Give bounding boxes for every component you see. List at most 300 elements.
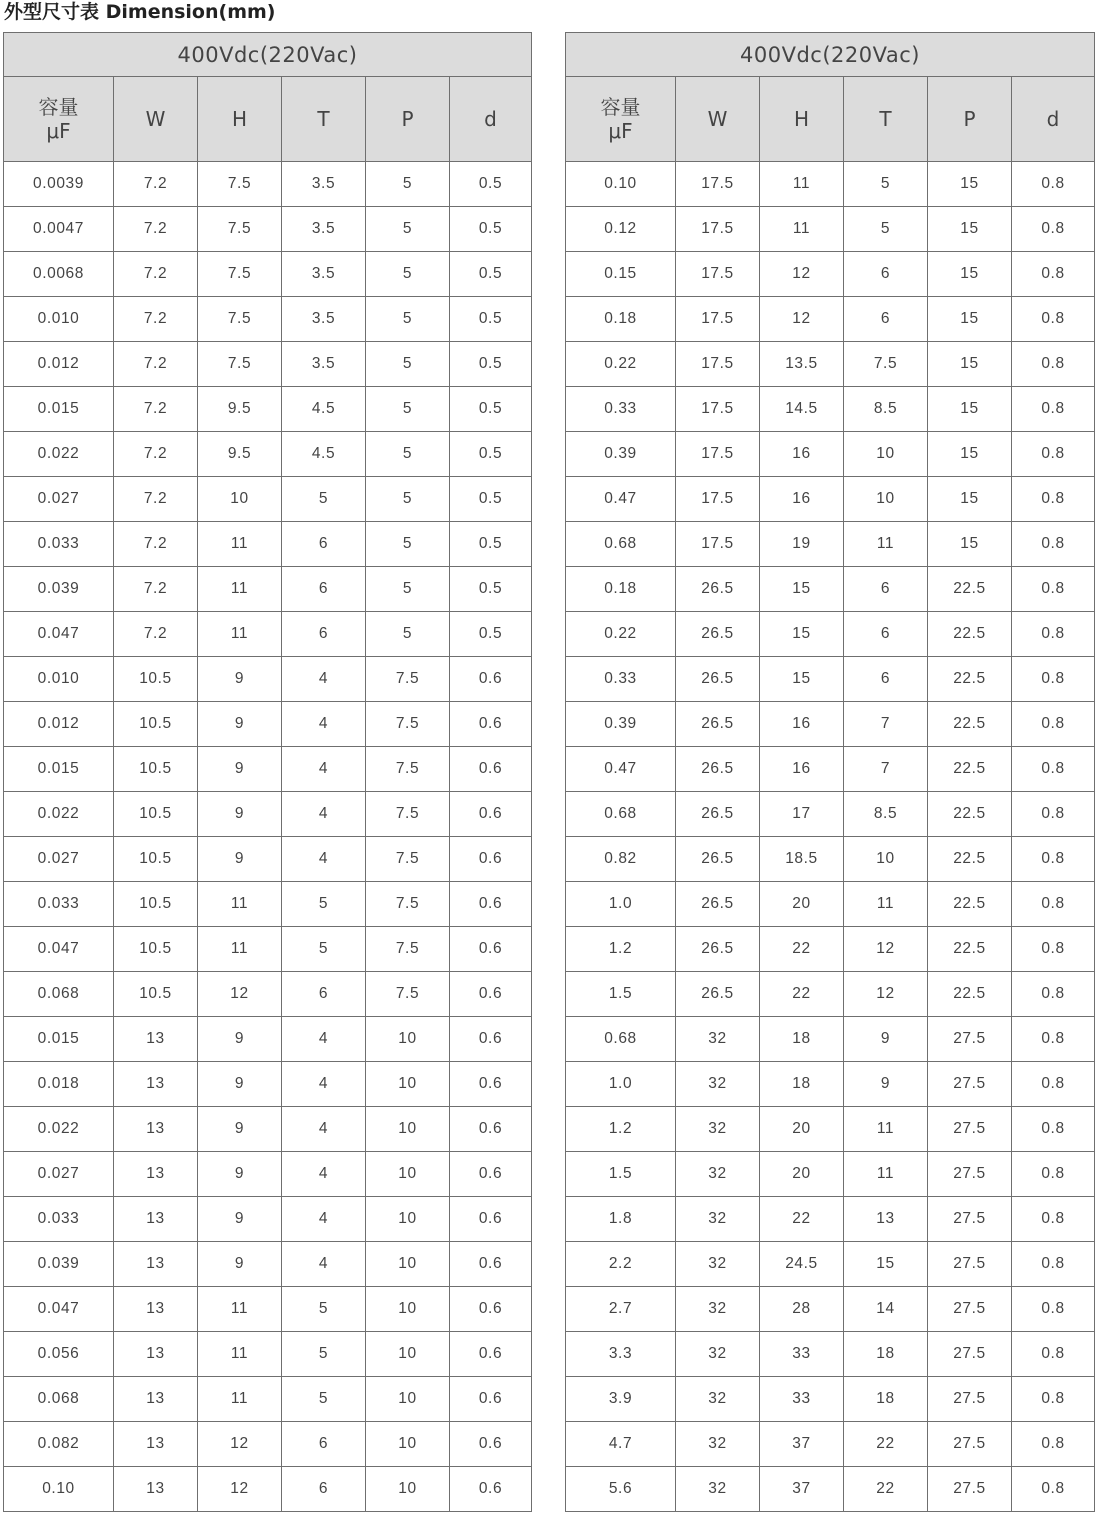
capacitance-cell: 1.2 bbox=[566, 1107, 676, 1152]
pitch-cell: 10 bbox=[366, 1107, 450, 1152]
table-row bbox=[4, 1197, 532, 1242]
table-row bbox=[4, 387, 532, 432]
pitch-cell: 7.5 bbox=[366, 657, 450, 702]
width-cell: 32 bbox=[676, 1062, 760, 1107]
table-row bbox=[4, 702, 532, 747]
height-cell: 11 bbox=[198, 522, 282, 567]
height-cell: 33 bbox=[760, 1332, 844, 1377]
table-row bbox=[566, 522, 1095, 567]
height-cell: 11 bbox=[198, 1287, 282, 1332]
height-header: H bbox=[198, 77, 282, 162]
pitch-cell: 7.5 bbox=[366, 882, 450, 927]
lead-diameter-cell: 0.6 bbox=[450, 837, 532, 882]
pitch-cell: 27.5 bbox=[928, 1332, 1012, 1377]
capacitance-cell: 0.033 bbox=[4, 882, 114, 927]
table-row bbox=[4, 972, 532, 1017]
table-row bbox=[566, 342, 1095, 387]
pitch-cell: 27.5 bbox=[928, 1017, 1012, 1062]
width-cell: 32 bbox=[676, 1197, 760, 1242]
height-cell: 18.5 bbox=[760, 837, 844, 882]
height-cell: 18 bbox=[760, 1017, 844, 1062]
table-row bbox=[4, 1152, 532, 1197]
width-cell: 7.2 bbox=[114, 342, 198, 387]
width-cell: 32 bbox=[676, 1107, 760, 1152]
pitch-cell: 5 bbox=[366, 162, 450, 207]
table-row bbox=[4, 837, 532, 882]
table-row bbox=[4, 342, 532, 387]
lead-diameter-cell: 0.6 bbox=[450, 972, 532, 1017]
table-row bbox=[566, 207, 1095, 252]
lead-diameter-cell: 0.8 bbox=[1012, 477, 1095, 522]
pitch-cell: 15 bbox=[928, 162, 1012, 207]
pitch-cell: 27.5 bbox=[928, 1152, 1012, 1197]
thickness-cell: 7.5 bbox=[844, 342, 928, 387]
table-row bbox=[566, 297, 1095, 342]
pitch-cell: 15 bbox=[928, 342, 1012, 387]
height-cell: 11 bbox=[760, 207, 844, 252]
thickness-cell: 8.5 bbox=[844, 792, 928, 837]
pitch-cell: 10 bbox=[366, 1197, 450, 1242]
height-cell: 9.5 bbox=[198, 387, 282, 432]
table-row bbox=[4, 1332, 532, 1377]
width-header: W bbox=[676, 77, 760, 162]
table-row bbox=[566, 162, 1095, 207]
thickness-cell: 9 bbox=[844, 1017, 928, 1062]
height-cell: 16 bbox=[760, 432, 844, 477]
height-cell: 9 bbox=[198, 747, 282, 792]
lead-diameter-cell: 0.8 bbox=[1012, 1242, 1095, 1287]
pitch-cell: 27.5 bbox=[928, 1422, 1012, 1467]
pitch-cell: 10 bbox=[366, 1017, 450, 1062]
height-cell: 7.5 bbox=[198, 297, 282, 342]
capacitance-cell: 0.82 bbox=[566, 837, 676, 882]
lead-diameter-cell: 0.8 bbox=[1012, 1377, 1095, 1422]
width-cell: 32 bbox=[676, 1467, 760, 1512]
capacitance-cell: 0.18 bbox=[566, 567, 676, 612]
table-row bbox=[4, 612, 532, 657]
capacitance-cell: 0.047 bbox=[4, 1287, 114, 1332]
width-cell: 17.5 bbox=[676, 432, 760, 477]
width-cell: 26.5 bbox=[676, 837, 760, 882]
pitch-cell: 7.5 bbox=[366, 747, 450, 792]
thickness-cell: 11 bbox=[844, 522, 928, 567]
width-cell: 32 bbox=[676, 1287, 760, 1332]
thickness-cell: 5 bbox=[282, 1287, 366, 1332]
lead-diameter-cell: 0.8 bbox=[1012, 1062, 1095, 1107]
lead-diameter-cell: 0.6 bbox=[450, 1377, 532, 1422]
capacitance-cell: 0.33 bbox=[566, 657, 676, 702]
thickness-cell: 5 bbox=[844, 162, 928, 207]
table-row bbox=[4, 882, 532, 927]
lead-diameter-cell: 0.6 bbox=[450, 657, 532, 702]
voltage-header: 400Vdc(220Vac) bbox=[566, 33, 1095, 77]
table-row bbox=[566, 1197, 1095, 1242]
pitch-cell: 7.5 bbox=[366, 927, 450, 972]
pitch-cell: 5 bbox=[366, 567, 450, 612]
width-cell: 10.5 bbox=[114, 882, 198, 927]
thickness-cell: 4 bbox=[282, 1152, 366, 1197]
pitch-cell: 5 bbox=[366, 207, 450, 252]
lead-diameter-cell: 0.8 bbox=[1012, 162, 1095, 207]
width-cell: 32 bbox=[676, 1017, 760, 1062]
width-cell: 26.5 bbox=[676, 927, 760, 972]
height-cell: 11 bbox=[198, 612, 282, 657]
pitch-cell: 27.5 bbox=[928, 1242, 1012, 1287]
width-cell: 26.5 bbox=[676, 792, 760, 837]
thickness-cell: 4 bbox=[282, 1107, 366, 1152]
thickness-cell: 4 bbox=[282, 747, 366, 792]
lead-diameter-cell: 0.8 bbox=[1012, 972, 1095, 1017]
pitch-cell: 22.5 bbox=[928, 927, 1012, 972]
lead-diameter-cell: 0.8 bbox=[1012, 927, 1095, 972]
table-row bbox=[566, 747, 1095, 792]
thickness-cell: 10 bbox=[844, 477, 928, 522]
height-cell: 17 bbox=[760, 792, 844, 837]
thickness-cell: 4.5 bbox=[282, 387, 366, 432]
capacitance-cell: 0.0039 bbox=[4, 162, 114, 207]
capacitance-cell: 0.027 bbox=[4, 837, 114, 882]
lead-diameter-cell: 0.6 bbox=[450, 792, 532, 837]
thickness-cell: 5 bbox=[282, 1332, 366, 1377]
height-cell: 9 bbox=[198, 657, 282, 702]
width-cell: 17.5 bbox=[676, 477, 760, 522]
height-cell: 11 bbox=[760, 162, 844, 207]
thickness-cell: 6 bbox=[844, 297, 928, 342]
pitch-cell: 10 bbox=[366, 1467, 450, 1512]
thickness-cell: 9 bbox=[844, 1062, 928, 1107]
pitch-header: P bbox=[366, 77, 450, 162]
lead-diameter-cell: 0.8 bbox=[1012, 1152, 1095, 1197]
width-header: W bbox=[114, 77, 198, 162]
height-cell: 20 bbox=[760, 882, 844, 927]
pitch-cell: 10 bbox=[366, 1422, 450, 1467]
height-cell: 20 bbox=[760, 1107, 844, 1152]
thickness-cell: 10 bbox=[844, 432, 928, 477]
width-cell: 26.5 bbox=[676, 972, 760, 1017]
thickness-cell: 6 bbox=[282, 1467, 366, 1512]
width-cell: 32 bbox=[676, 1242, 760, 1287]
thickness-cell: 6 bbox=[844, 657, 928, 702]
height-cell: 12 bbox=[760, 252, 844, 297]
thickness-cell: 4 bbox=[282, 657, 366, 702]
thickness-cell: 3.5 bbox=[282, 207, 366, 252]
thickness-cell: 12 bbox=[844, 927, 928, 972]
lead-diameter-cell: 0.8 bbox=[1012, 522, 1095, 567]
thickness-cell: 12 bbox=[844, 972, 928, 1017]
height-cell: 9 bbox=[198, 837, 282, 882]
width-cell: 17.5 bbox=[676, 207, 760, 252]
height-cell: 37 bbox=[760, 1467, 844, 1512]
lead-diameter-cell: 0.8 bbox=[1012, 702, 1095, 747]
height-cell: 16 bbox=[760, 702, 844, 747]
capacitance-cell: 0.027 bbox=[4, 1152, 114, 1197]
dimension-table-right bbox=[565, 32, 1095, 1512]
table-row bbox=[566, 387, 1095, 432]
lead-diameter-cell: 0.8 bbox=[1012, 612, 1095, 657]
table-row bbox=[566, 252, 1095, 297]
lead-diameter-cell: 0.5 bbox=[450, 252, 532, 297]
thickness-cell: 6 bbox=[282, 522, 366, 567]
lead-diameter-cell: 0.5 bbox=[450, 522, 532, 567]
table-row bbox=[566, 1152, 1095, 1197]
capacitance-label: 容量 bbox=[38, 95, 79, 119]
width-cell: 26.5 bbox=[676, 702, 760, 747]
height-cell: 22 bbox=[760, 972, 844, 1017]
capacitance-cell: 1.0 bbox=[566, 882, 676, 927]
table-row bbox=[4, 162, 532, 207]
lead-diameter-cell: 0.8 bbox=[1012, 297, 1095, 342]
lead-diameter-cell: 0.8 bbox=[1012, 567, 1095, 612]
lead-diameter-cell: 0.8 bbox=[1012, 837, 1095, 882]
thickness-header: T bbox=[282, 77, 366, 162]
height-cell: 18 bbox=[760, 1062, 844, 1107]
capacitance-cell: 0.12 bbox=[566, 207, 676, 252]
lead-diameter-cell: 0.6 bbox=[450, 1197, 532, 1242]
width-cell: 32 bbox=[676, 1377, 760, 1422]
height-cell: 16 bbox=[760, 477, 844, 522]
table-row bbox=[566, 927, 1095, 972]
lead-diameter-cell: 0.8 bbox=[1012, 207, 1095, 252]
lead-diameter-cell: 0.8 bbox=[1012, 252, 1095, 297]
width-cell: 17.5 bbox=[676, 252, 760, 297]
table-row bbox=[4, 522, 532, 567]
pitch-cell: 10 bbox=[366, 1152, 450, 1197]
table-row bbox=[566, 1332, 1095, 1377]
height-cell: 12 bbox=[198, 1467, 282, 1512]
height-cell: 22 bbox=[760, 1197, 844, 1242]
thickness-cell: 22 bbox=[844, 1467, 928, 1512]
table-row bbox=[566, 1422, 1095, 1467]
lead-diameter-cell: 0.8 bbox=[1012, 882, 1095, 927]
capacitance-cell: 0.022 bbox=[4, 792, 114, 837]
table-row bbox=[566, 1017, 1095, 1062]
table-row bbox=[4, 1107, 532, 1152]
width-cell: 13 bbox=[114, 1017, 198, 1062]
lead-diameter-cell: 0.6 bbox=[450, 1152, 532, 1197]
width-cell: 17.5 bbox=[676, 162, 760, 207]
height-cell: 7.5 bbox=[198, 342, 282, 387]
pitch-cell: 10 bbox=[366, 1332, 450, 1377]
thickness-cell: 3.5 bbox=[282, 162, 366, 207]
pitch-cell: 15 bbox=[928, 432, 1012, 477]
table-row bbox=[4, 1377, 532, 1422]
thickness-cell: 3.5 bbox=[282, 252, 366, 297]
lead-diameter-cell: 0.8 bbox=[1012, 1467, 1095, 1512]
capacitance-cell: 0.039 bbox=[4, 567, 114, 612]
table-row bbox=[4, 567, 532, 612]
table-row bbox=[4, 747, 532, 792]
capacitance-label: 容量 bbox=[600, 95, 641, 119]
width-cell: 26.5 bbox=[676, 612, 760, 657]
width-cell: 26.5 bbox=[676, 567, 760, 612]
lead-diameter-cell: 0.8 bbox=[1012, 747, 1095, 792]
lead-diameter-cell: 0.6 bbox=[450, 1332, 532, 1377]
height-cell: 9 bbox=[198, 702, 282, 747]
lead-diameter-cell: 0.6 bbox=[450, 1107, 532, 1152]
table-row bbox=[4, 432, 532, 477]
capacitance-cell: 0.39 bbox=[566, 432, 676, 477]
table-row bbox=[4, 927, 532, 972]
lead-diameter-cell: 0.8 bbox=[1012, 1287, 1095, 1332]
pitch-cell: 27.5 bbox=[928, 1197, 1012, 1242]
pitch-cell: 5 bbox=[366, 252, 450, 297]
lead-diameter-cell: 0.5 bbox=[450, 207, 532, 252]
table-row bbox=[566, 432, 1095, 477]
table-row bbox=[4, 657, 532, 702]
table-row bbox=[4, 1062, 532, 1107]
table-row bbox=[4, 1422, 532, 1467]
thickness-cell: 4 bbox=[282, 792, 366, 837]
height-cell: 9 bbox=[198, 1062, 282, 1107]
height-cell: 14.5 bbox=[760, 387, 844, 432]
lead-diameter-cell: 0.6 bbox=[450, 882, 532, 927]
table-row bbox=[4, 477, 532, 522]
table-row bbox=[566, 837, 1095, 882]
thickness-cell: 11 bbox=[844, 1152, 928, 1197]
capacitance-cell: 1.8 bbox=[566, 1197, 676, 1242]
capacitance-cell: 0.012 bbox=[4, 702, 114, 747]
capacitance-cell: 0.022 bbox=[4, 1107, 114, 1152]
lead-diameter-cell: 0.8 bbox=[1012, 1332, 1095, 1377]
capacitance-cell: 0.47 bbox=[566, 477, 676, 522]
pitch-cell: 15 bbox=[928, 252, 1012, 297]
pitch-cell: 22.5 bbox=[928, 972, 1012, 1017]
thickness-cell: 4 bbox=[282, 1062, 366, 1107]
lead-diameter-cell: 0.6 bbox=[450, 1422, 532, 1467]
height-cell: 9 bbox=[198, 792, 282, 837]
thickness-cell: 5 bbox=[282, 927, 366, 972]
table-row bbox=[566, 1107, 1095, 1152]
height-cell: 9 bbox=[198, 1017, 282, 1062]
table-row bbox=[566, 972, 1095, 1017]
thickness-cell: 8.5 bbox=[844, 387, 928, 432]
thickness-cell: 5 bbox=[282, 882, 366, 927]
capacitance-cell: 0.010 bbox=[4, 657, 114, 702]
lead-diameter-cell: 0.8 bbox=[1012, 1197, 1095, 1242]
capacitance-cell: 0.68 bbox=[566, 522, 676, 567]
thickness-cell: 4 bbox=[282, 1242, 366, 1287]
width-cell: 10.5 bbox=[114, 972, 198, 1017]
height-cell: 11 bbox=[198, 882, 282, 927]
lead-diameter-cell: 0.6 bbox=[450, 1467, 532, 1512]
width-cell: 13 bbox=[114, 1377, 198, 1422]
table-row bbox=[4, 252, 532, 297]
height-cell: 15 bbox=[760, 612, 844, 657]
table-row bbox=[4, 1287, 532, 1332]
capacitance-cell: 0.15 bbox=[566, 252, 676, 297]
lead-diameter-cell: 0.6 bbox=[450, 1287, 532, 1332]
height-cell: 9.5 bbox=[198, 432, 282, 477]
width-cell: 10.5 bbox=[114, 657, 198, 702]
width-cell: 26.5 bbox=[676, 657, 760, 702]
lead-diameter-cell: 0.6 bbox=[450, 1017, 532, 1062]
capacitance-header bbox=[4, 77, 114, 162]
capacitance-cell: 0.10 bbox=[4, 1467, 114, 1512]
thickness-cell: 3.5 bbox=[282, 342, 366, 387]
pitch-cell: 15 bbox=[928, 297, 1012, 342]
width-cell: 13 bbox=[114, 1107, 198, 1152]
pitch-cell: 10 bbox=[366, 1242, 450, 1287]
width-cell: 7.2 bbox=[114, 207, 198, 252]
pitch-cell: 22.5 bbox=[928, 702, 1012, 747]
table-row bbox=[566, 657, 1095, 702]
capacitance-cell: 0.22 bbox=[566, 342, 676, 387]
thickness-cell: 7 bbox=[844, 702, 928, 747]
lead-diameter-header: d bbox=[1012, 77, 1095, 162]
table-row bbox=[4, 297, 532, 342]
height-cell: 15 bbox=[760, 657, 844, 702]
height-cell: 11 bbox=[198, 1377, 282, 1422]
pitch-cell: 15 bbox=[928, 477, 1012, 522]
capacitance-cell: 0.0068 bbox=[4, 252, 114, 297]
pitch-cell: 22.5 bbox=[928, 747, 1012, 792]
thickness-cell: 6 bbox=[282, 972, 366, 1017]
pitch-header: P bbox=[928, 77, 1012, 162]
lead-diameter-cell: 0.6 bbox=[450, 927, 532, 972]
capacitance-unit: μF bbox=[608, 119, 633, 143]
height-cell: 12 bbox=[198, 972, 282, 1017]
capacitance-cell: 0.056 bbox=[4, 1332, 114, 1377]
lead-diameter-cell: 0.6 bbox=[450, 747, 532, 792]
capacitance-cell: 0.10 bbox=[566, 162, 676, 207]
thickness-cell: 5 bbox=[844, 207, 928, 252]
lead-diameter-header: d bbox=[450, 77, 532, 162]
table-row bbox=[566, 882, 1095, 927]
width-cell: 10.5 bbox=[114, 747, 198, 792]
lead-diameter-cell: 0.5 bbox=[450, 342, 532, 387]
capacitance-cell: 0.015 bbox=[4, 1017, 114, 1062]
width-cell: 13 bbox=[114, 1062, 198, 1107]
capacitance-cell: 1.0 bbox=[566, 1062, 676, 1107]
width-cell: 7.2 bbox=[114, 162, 198, 207]
lead-diameter-cell: 0.8 bbox=[1012, 387, 1095, 432]
width-cell: 13 bbox=[114, 1242, 198, 1287]
height-cell: 7.5 bbox=[198, 207, 282, 252]
height-cell: 19 bbox=[760, 522, 844, 567]
width-cell: 7.2 bbox=[114, 432, 198, 477]
capacitance-cell: 1.2 bbox=[566, 927, 676, 972]
pitch-cell: 15 bbox=[928, 387, 1012, 432]
capacitance-cell: 3.3 bbox=[566, 1332, 676, 1377]
height-cell: 10 bbox=[198, 477, 282, 522]
width-cell: 10.5 bbox=[114, 702, 198, 747]
pitch-cell: 7.5 bbox=[366, 972, 450, 1017]
width-cell: 17.5 bbox=[676, 297, 760, 342]
thickness-cell: 7 bbox=[844, 747, 928, 792]
pitch-cell: 15 bbox=[928, 207, 1012, 252]
capacitance-cell: 0.018 bbox=[4, 1062, 114, 1107]
capacitance-cell: 0.033 bbox=[4, 1197, 114, 1242]
thickness-cell: 6 bbox=[282, 1422, 366, 1467]
width-cell: 17.5 bbox=[676, 342, 760, 387]
capacitance-cell: 0.082 bbox=[4, 1422, 114, 1467]
lead-diameter-cell: 0.6 bbox=[450, 1242, 532, 1287]
thickness-cell: 4.5 bbox=[282, 432, 366, 477]
pitch-cell: 10 bbox=[366, 1377, 450, 1422]
width-cell: 7.2 bbox=[114, 297, 198, 342]
pitch-cell: 27.5 bbox=[928, 1467, 1012, 1512]
height-cell: 12 bbox=[198, 1422, 282, 1467]
lead-diameter-cell: 0.8 bbox=[1012, 432, 1095, 477]
thickness-cell: 18 bbox=[844, 1377, 928, 1422]
lead-diameter-cell: 0.8 bbox=[1012, 1422, 1095, 1467]
lead-diameter-cell: 0.5 bbox=[450, 162, 532, 207]
width-cell: 26.5 bbox=[676, 882, 760, 927]
lead-diameter-cell: 0.6 bbox=[450, 1062, 532, 1107]
pitch-cell: 5 bbox=[366, 432, 450, 477]
capacitance-unit: μF bbox=[46, 119, 71, 143]
thickness-cell: 6 bbox=[282, 567, 366, 612]
